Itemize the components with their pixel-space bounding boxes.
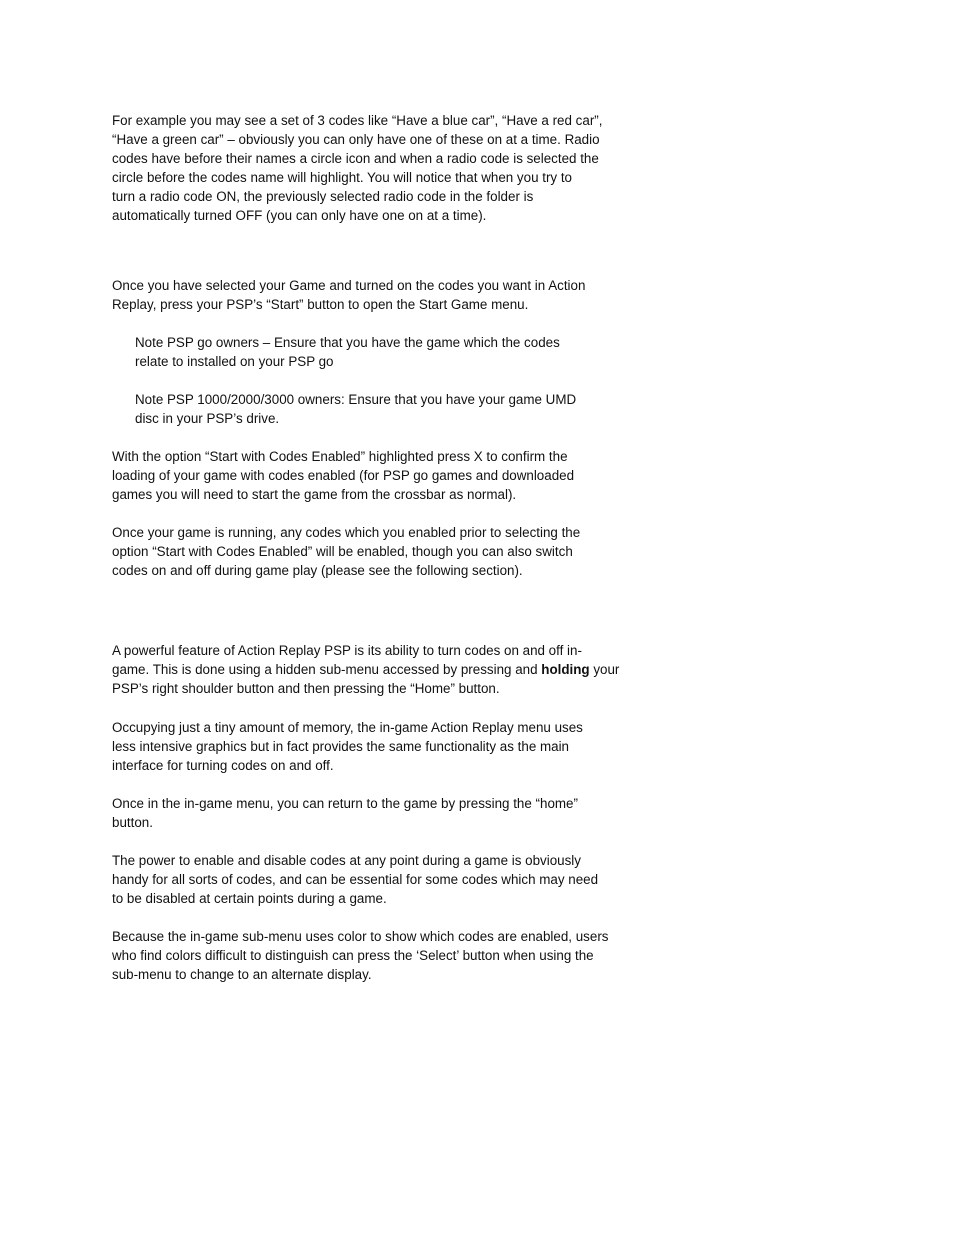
paragraph-start-game-menu: Once you have selected your Game and turned on the codes you want in Action Replay, press your PSP’s “Start” button to open the Start Game menu.: [112, 278, 586, 312]
emphasis-holding: holding: [541, 662, 590, 677]
paragraph-in-game-feature: A powerful feature of Action Replay PSP is its ability to turn codes on and off in- game. This is done using a hidden sub-menu accessed by pressing and holding your PSP’s right shoulder button and then pressing the “Home” button.: [112, 643, 620, 696]
paragraph-memory: Occupying just a tiny amount of memory, the in-game Action Replay menu uses less intensive graphics but in fact provides the same functionality as the main interface for turning codes on and off.: [112, 720, 583, 773]
note-psp-umd: Note PSP 1000/2000/3000 owners: Ensure that you have your game UMD disc in your PSP’s drive.: [135, 392, 577, 426]
paragraph-enable-disable: The power to enable and disable codes at any point during a game is obviously handy for all sorts of codes, and can be essential for some codes which may need to be disabled at certain points during a game.: [112, 853, 599, 906]
paragraph-color-display: Because the in-game sub-menu uses color to show which codes are enabled, users who find colors difficult to distinguish can press the ‘Select’ button when using the sub-menu to change to an alternate display.: [112, 929, 609, 982]
paragraph-start-with-codes: With the option “Start with Codes Enabled” highlighted press X to confirm the loading of your game with codes enabled (for PSP go games and downloaded games you will need to start the game from the crossbar as normal).: [112, 449, 575, 502]
note-psp-go: Note PSP go owners – Ensure that you have the game which the codes relate to installed on your PSP go: [135, 335, 560, 369]
paragraph-game-running: Once your game is running, any codes which you enabled prior to selecting the option “Start with Codes Enabled” will be enabled, though you can also switch codes on and off during game play (please see the following section).: [112, 525, 581, 578]
paragraph-radio-codes-example: For example you may see a set of 3 codes like “Have a blue car”, “Have a red car”, “Have a green car” – obviously you can only have one of these on at a time. Radio codes have before their names a circle icon and when a radio code is selected the circle before the codes name will highlight. You will notice that when you try to turn a radio code ON, the previously selected radio code in the folder is automatically turned OFF (you can only have one on at a time).: [112, 113, 603, 223]
paragraph-return-to-game: Once in the in-game menu, you can return to the game by pressing the “home” button.: [112, 796, 578, 830]
